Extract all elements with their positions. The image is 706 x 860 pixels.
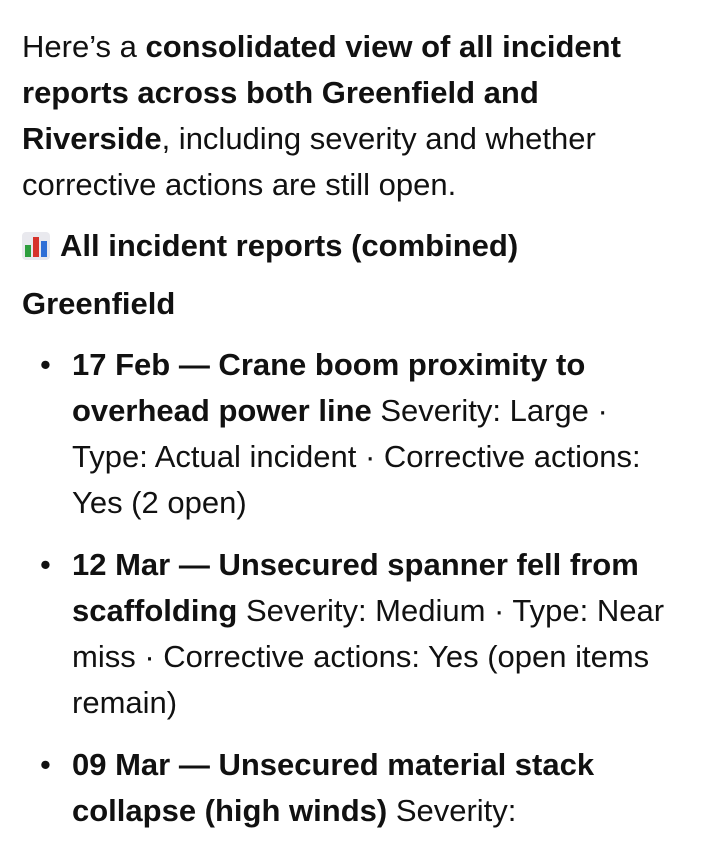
intro-paragraph	[22, 24, 684, 208]
incident-details: Severity: Large · Type: Actual incident · Corrective actions: Yes (2 open)	[72, 393, 641, 520]
bullet: •	[40, 747, 51, 782]
incident-title: 12 Mar — Unsecured spanner fell from scaffolding	[72, 547, 639, 628]
site-heading: Greenfield	[22, 286, 176, 321]
incident-details: Severity:	[387, 793, 517, 828]
section-heading	[22, 226, 684, 266]
section-heading-text: All incident reports (combined)	[60, 228, 519, 263]
incident-title: 09 Mar — Unsecured material stack collapse (high winds)	[72, 747, 595, 828]
intro-lead: Here’s a	[22, 29, 146, 64]
incident-details: Severity: Medium · Type: Near miss · Corrective actions: Yes (open items remain)	[72, 593, 665, 720]
intro-tail: , including severity and whether corrective actions are still open.	[22, 121, 596, 202]
list-item	[22, 742, 684, 834]
bar-chart-icon	[22, 232, 50, 260]
incident-title: 17 Feb — Crane boom proximity to overhead power line	[72, 347, 586, 428]
bullet: •	[40, 347, 51, 382]
incident-list	[22, 342, 684, 834]
bullet: •	[40, 547, 51, 582]
intro-bold: consolidated view of all incident reports across both Greenfield and Riverside	[22, 29, 621, 156]
list-item	[22, 342, 684, 526]
list-item	[22, 542, 684, 726]
